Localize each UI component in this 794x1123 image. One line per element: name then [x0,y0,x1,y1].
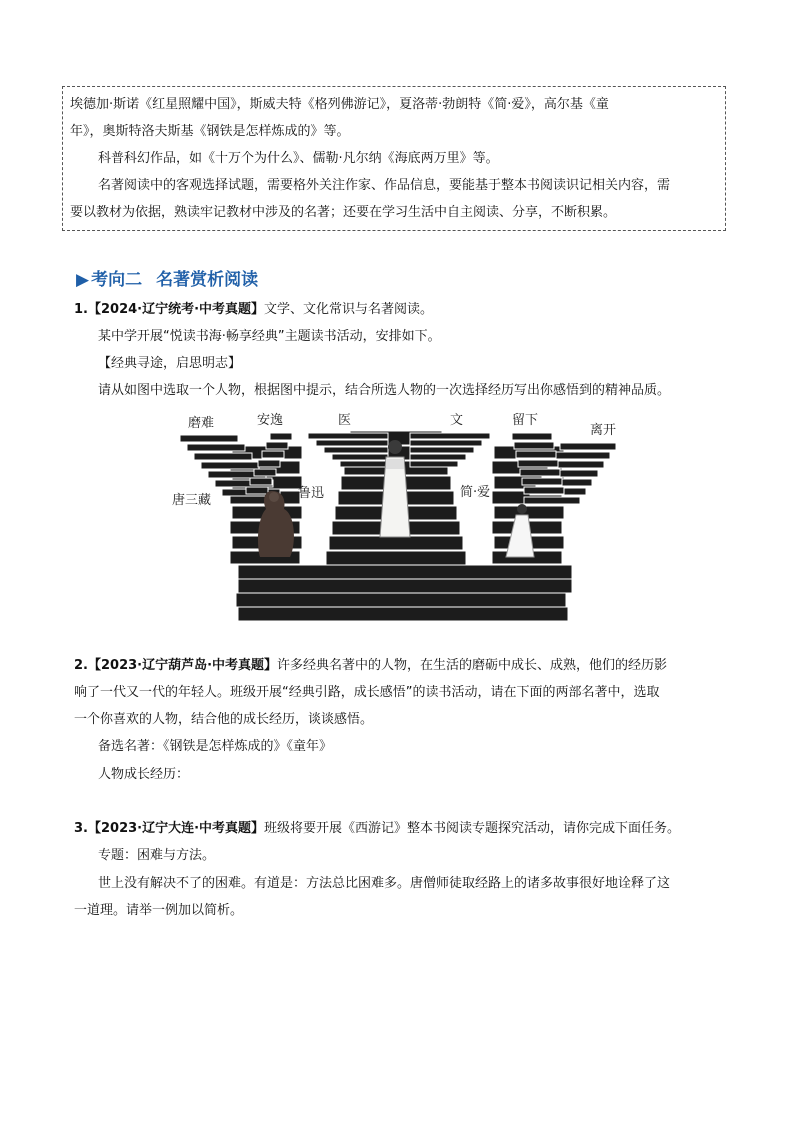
box-line-1: 埃德加·斯诺《红星照耀中国》，斯威夫特《格列佛游记》，夏洛蒂·勃朗特《简·爱》，高尔基《童 [70,97,609,112]
question-3-line-4: 一道理。请举一例加以简析。 [74,903,244,918]
question-2-number: 2. [74,658,88,673]
question-1-source: 【2024·辽宁统考·中考真题】 [87,302,265,317]
stair-left-inner-step [262,451,284,458]
stair-base-step [238,607,568,621]
stair-left-inner-step [254,469,276,476]
stair-left-inner-step [246,487,268,494]
label-tangsanzang: 唐三藏 [172,493,212,508]
question-2-line-2: 响了一代又一代的年轻人。班级开展“经典引路，成长感悟”的读书活动，请在下面的两部名著中，选取 [74,685,660,700]
question-1-text: 文学、文化常识与名著阅读。 [264,302,434,317]
question-3-number: 3. [74,821,88,836]
stair-center-step [326,551,466,565]
stair-right-step [494,506,564,519]
stair-base-step [238,579,572,593]
stair-fan-right-step [410,461,458,467]
stair-left-arm-step [187,444,245,451]
label-monan: 磨难 [188,416,215,431]
stair-right-inner-step [522,478,562,485]
question-1-line-4: 请从如图中选取一个人物，根据图中提示，结合所选人物的一次选择经历写出你感悟到的精神品质。 [98,383,671,398]
label-luxun: 鲁迅 [298,486,325,501]
question-3-line-3: 世上没有解决不了的困难。有道是：方法总比困难多。唐僧师徒取经路上的诸多故事很好地诠释了这 [98,876,671,891]
label-likai: 离开 [590,423,617,438]
question-2-text: 许多经典名著中的人物，在生活的磨砺中成长、成熟，他们的经历影 [277,658,668,673]
question-3-stem [74,821,680,837]
question-3-line-2: 专题：困难与方法。 [98,848,216,863]
stair-fan-left-step [308,433,388,439]
stair-left-inner-step [270,433,292,440]
box-line-5: 要以教材为依据，熟读牢记教材中涉及的名著；还要在学习生活中自主阅读、分享，不断积累。 [70,205,617,220]
stair-left-inner-step [258,460,280,467]
label-yi: 医 [338,413,352,428]
stair-fan-left-step [332,454,388,460]
label-anyi: 安逸 [257,413,284,428]
stair-base-step [236,593,566,607]
box-line-3: 科普科幻作品，如《十万个为什么》、儒勒·凡尔纳《海底两万里》等。 [98,151,499,166]
question-2-line-3: 一个你喜欢的人物，结合他的成长经历，谈谈感悟。 [74,712,374,727]
stair-right-inner-step [520,469,560,476]
stair-right-arm-step [524,497,580,504]
question-3-source: 【2023·辽宁大连·中考真题】 [87,821,265,836]
stair-right-inner-step [514,442,554,449]
question-2-line-5: 人物成长经历： [98,767,190,782]
question-2-stem [74,658,667,674]
stair-right-inner-step [524,487,564,494]
stair-right-inner-step [512,433,552,440]
stair-fan-left-step [340,461,388,467]
stair-fan-right-step [410,447,474,453]
stair-right-arm-step [560,443,616,450]
stair-fan-left-step [324,447,388,453]
label-jianai: 简·爱 [460,485,491,500]
question-2-line-4: 备选名著：《钢铁是怎样炼成的》《童年》 [98,739,333,754]
box-line-2: 年》，奥斯特洛夫斯基《钢铁是怎样炼成的》等。 [70,124,350,139]
staircase-figure [160,405,640,630]
section-heading [76,265,258,290]
box-line-4: 名著阅读中的客观选择试题，需要格外关注作家、作品信息，要能基于整本书阅读识记相关内容，需 [98,178,671,193]
section-label: 考向二 [91,270,143,290]
stair-left-inner-step [266,442,288,449]
stair-fan-right-step [410,433,490,439]
stair-right-inner-step [518,460,558,467]
question-1-line-2: 某中学开展“悦读书海·畅享经典”主题读书活动，安排如下。 [98,329,441,344]
question-1-number: 1. [74,302,88,317]
stair-center-step [329,536,463,550]
stair-left-inner-step [250,478,272,485]
section-title: 名著赏析阅读 [156,270,259,290]
question-3-text: 班级将要开展《西游记》整本书阅读专题探究活动，请你完成下面任务。 [264,821,681,836]
label-wen: 文 [450,413,464,428]
triangle-marker-icon: ▶ [76,270,90,290]
stair-left-arm-step [194,453,252,460]
stair-right-arm-step [554,452,610,459]
stair-base-step [238,565,572,579]
stair-left-arm-step [180,435,238,442]
stair-fan-right-step [410,440,482,446]
question-1-line-3: 【经典寻途，启思明志】 [98,356,242,371]
question-2-source: 【2023·辽宁葫芦岛·中考真题】 [87,658,278,673]
label-liuxia: 留下 [512,413,539,428]
stair-right-inner-step [516,451,556,458]
stair-fan-left-step [316,440,388,446]
stair-left-arm-step [201,462,259,469]
question-1-stem [74,302,433,318]
stair-fan-right-step [410,454,466,460]
